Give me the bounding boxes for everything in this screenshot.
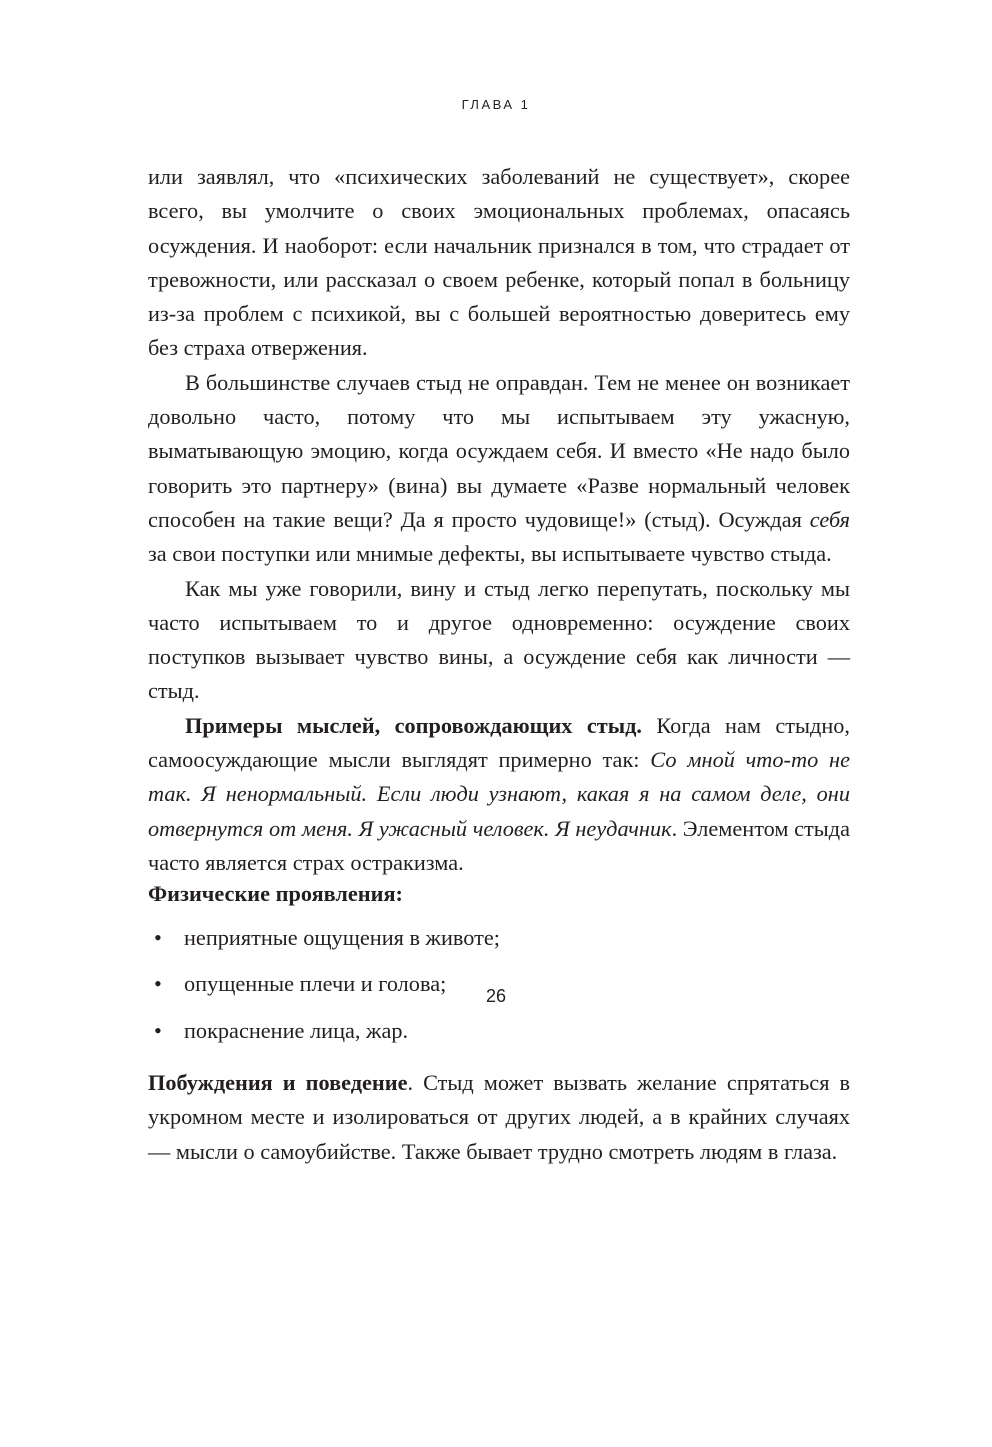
- list-item-text: опущенные плечи и голова;: [184, 971, 447, 997]
- paragraph-4-end: . Элементом стыда часто является страх остракизма.: [148, 815, 850, 875]
- urges-block: [148, 1066, 850, 1169]
- list-item: [148, 1014, 850, 1048]
- bullet-icon: •: [154, 1017, 162, 1043]
- paragraph-2: [148, 366, 850, 572]
- list-item-text: неприятные ощущения в животе;: [184, 925, 500, 950]
- list-item: [148, 921, 850, 955]
- paragraph-2-end: за свои поступки или мнимые дефекты, вы испытываете чувство стыда.: [148, 541, 832, 567]
- paragraph-2-text: В большинстве случаев стыд не оправдан. Тем не менее он возникает довольно часто, потому что мы испытываем эту ужасную, выматывающую эмоцию, когда осуждаем себя. И вместо «Не надо было говорить это партнеру» (вина) вы думаете «Разве нормальный человек способен на такие вещи? Да я просто чудовище!» (стыд). Осуждая: [148, 369, 850, 532]
- paragraph-1: или заявлял, что «психических заболеваний не существует», скорее всего, вы умолчите о своих эмоциональных проблемах, опасаясь осуждения. И наоборот: если начальник признался в том, что страдает от тревожности, или рассказал о своем ребенке, который попал в больницу из-за проблем с психикой, вы с большей вероятностью доверитесь ему без страха отвержения.: [148, 164, 850, 361]
- physical-list: [148, 921, 850, 1048]
- paragraph-4-lead: Примеры мыслей, сопровождающих стыд.: [185, 712, 642, 738]
- urges-heading: Побуждения и поведение: [148, 1070, 408, 1095]
- paragraph-3: Как мы уже говорили, вину и стыд легко перепутать, поскольку мы часто испытываем то и другое одновременно: осуждение своих поступков вызывает чувство вины, а осуждение себя как личности — стыд.: [148, 575, 850, 704]
- bullet-icon: •: [154, 971, 162, 997]
- paragraph-2-italic: себя: [809, 506, 850, 532]
- physical-heading-block: [148, 877, 850, 911]
- urges-paragraph: [148, 1066, 850, 1169]
- paragraph-4-text: Когда нам стыдно, самоосуждающие мысли выглядят примерно так:: [148, 712, 850, 773]
- list-item-text: покраснение лица, жар.: [184, 1017, 409, 1043]
- urges-text: . Стыд может вызвать желание спрятаться в укромном месте и изолироваться от других людей, а в крайних случаях — мысли о самоубийстве. Также бывает трудно смотреть людям в глаза.: [148, 1070, 851, 1164]
- paragraph-4-italic: Со мной что-то не так. Я ненормальный. Если люди узнают, какая я на самом деле, они отвернутся от меня. Я ужасный человек. Я неудачник: [148, 747, 850, 841]
- physical-heading: Физические проявления:: [148, 881, 403, 906]
- paragraph-4: [148, 709, 850, 880]
- main-text: [148, 160, 850, 880]
- running-head: ГЛАВА 1: [461, 97, 531, 112]
- bullet-icon: •: [154, 925, 162, 950]
- page-number: 26: [485, 986, 507, 1006]
